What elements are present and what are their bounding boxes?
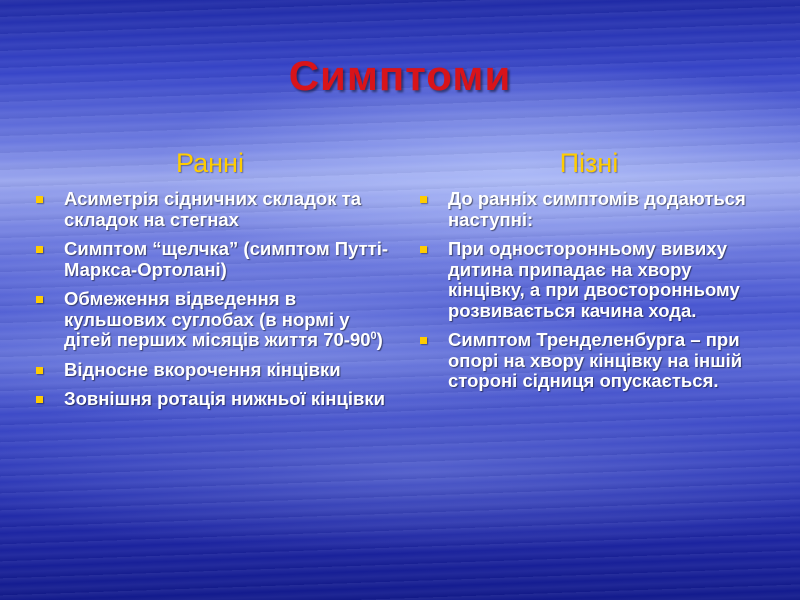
- square-bullet-icon: [36, 246, 43, 253]
- square-bullet-icon: [36, 296, 43, 303]
- list-item-text: Симптом Тренделенбурга – при опорі на хвору кінцівку на іншій стороні сідниця опускається.: [448, 329, 743, 391]
- late-symptoms-heading: Пізні: [559, 148, 619, 178]
- list-item: [30, 360, 390, 381]
- early-symptoms-column: [30, 148, 390, 419]
- list-item-text: При односторонньому вивиху дитина припадає на хвору кінцівку, а при двосторонньому розвивається качина хода.: [448, 238, 740, 321]
- square-bullet-icon: [420, 337, 427, 344]
- list-item-text: Відносне вкорочення кінцівки: [64, 358, 341, 380]
- list-item: [30, 189, 390, 230]
- square-bullet-icon: [36, 396, 43, 403]
- degree-superscript: 0: [370, 329, 377, 342]
- square-bullet-icon: [420, 246, 427, 253]
- list-item: [30, 389, 390, 410]
- late-symptoms-list: [414, 189, 764, 392]
- square-bullet-icon: [420, 196, 427, 203]
- list-item-text: Зовнішня ротація нижньої кінцівки: [64, 388, 385, 409]
- list-item: [414, 239, 764, 321]
- list-item: [30, 239, 390, 280]
- list-item-text: До ранніх симптомів додаються наступні:: [448, 188, 746, 230]
- early-symptoms-heading: Ранні: [176, 148, 244, 178]
- list-item-text: Асиметрія сідничних складок та складок на стегнах: [64, 188, 361, 230]
- list-item-text-tail: ): [376, 329, 383, 350]
- list-item: [30, 289, 390, 351]
- late-symptoms-column: [414, 148, 764, 401]
- list-item-text: Симптом “щелчка” (симптом Путті-Маркса-Ортолані): [64, 238, 389, 280]
- square-bullet-icon: [36, 196, 43, 203]
- early-symptoms-list: [30, 189, 390, 410]
- slide-title: Симптоми: [288, 52, 512, 99]
- list-item-text: Обмеження відведення в кульшових суглобах (в нормі у дітей перших місяців життя 70-90: [64, 288, 371, 350]
- square-bullet-icon: [36, 367, 43, 374]
- list-item: [414, 330, 764, 392]
- list-item: [414, 189, 764, 230]
